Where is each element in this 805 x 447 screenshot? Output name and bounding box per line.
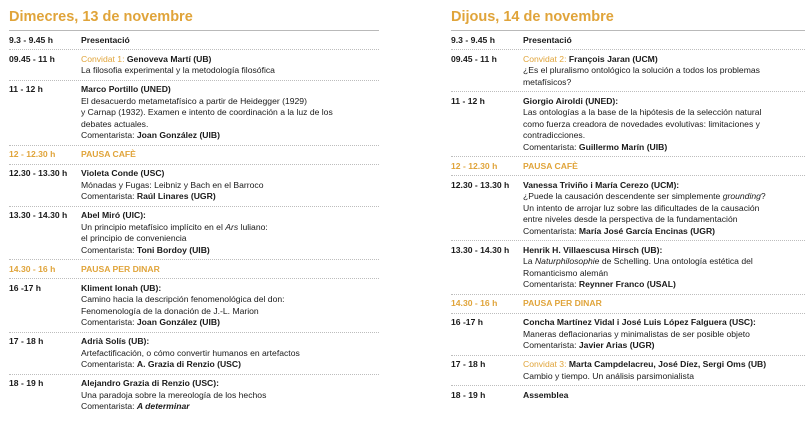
session-time: 11 - 12 h <box>451 95 485 106</box>
commentator-line <box>523 340 805 352</box>
talk-title-line: Mónadas y Fugas: Leibniz y Bach en el Barroco <box>81 179 264 190</box>
commentator-label: Comentarista: <box>81 244 135 255</box>
speaker-name: Kliment Ionah (UB): <box>81 282 162 293</box>
session-content <box>81 283 379 329</box>
commentator-line <box>523 226 805 238</box>
session-content <box>81 210 379 256</box>
commentator-name: Reynner Franco (USAL) <box>578 279 676 289</box>
session-heading <box>81 264 379 276</box>
commentator-label: Comentarista: <box>523 279 577 289</box>
talk-title-line: Un intento de arrojar luz sobre las dificultades de la causación <box>523 202 760 213</box>
commentator-line <box>523 142 805 154</box>
talk-title-line: y Carnap (1932). Examen e intento de coordinación a la luz de los <box>81 107 333 117</box>
talk-title-line: ¿Es el pluralismo ontológico la solución a todos los problemas <box>523 65 760 75</box>
session-time: 09.45 - 11 h <box>451 53 497 64</box>
schedule-row <box>9 333 379 375</box>
day-column-wednesday <box>9 0 379 416</box>
session-time: 16 -17 h <box>451 317 484 327</box>
speaker-name: François Jaran (UCM) <box>568 53 658 64</box>
pause-label: PAUSA CAFÈ <box>81 149 136 159</box>
guest-tag: Convidat 2: <box>523 53 567 64</box>
pause-row <box>9 260 379 279</box>
session-time: 14.30 - 16 h <box>451 298 498 308</box>
schedule-row <box>451 176 805 241</box>
commentator-line <box>81 245 379 257</box>
talk-title-line <box>81 222 379 234</box>
session-time: 13.30 - 14.30 h <box>451 244 510 255</box>
talk-title-line: Una paradoja sobre la mereología de los hechos <box>81 389 267 400</box>
session-time: 16 -17 h <box>9 282 42 293</box>
talk-title-line: La filosofia experimental y la metodología filosófica <box>81 65 275 75</box>
schedule-row <box>9 50 379 81</box>
speaker-name: Henrik H. Villaescusa Hirsch (UB): <box>523 244 663 255</box>
session-heading <box>523 35 805 47</box>
talk-title-line: metafísicos? <box>523 76 572 87</box>
session-heading <box>523 54 805 66</box>
commentator-label: Comentarista: <box>81 359 135 369</box>
commentator-name: Toni Bordoy (UIB) <box>136 244 210 255</box>
session-time: 12 - 12.30 h <box>9 149 56 159</box>
schedule-row <box>451 50 805 92</box>
session-time: 18 - 19 h <box>9 378 44 388</box>
commentator-label: Comentarista: <box>81 401 135 411</box>
session-time: 9.3 - 9.45 h <box>451 34 495 45</box>
session-content <box>523 35 805 47</box>
talk-title-line: entre niveles desde la perspectiva de la fundamentación <box>523 214 738 224</box>
session-heading <box>523 245 805 257</box>
commentator-line <box>81 401 379 413</box>
session-time: 17 - 18 h <box>9 336 44 346</box>
session-content <box>81 54 379 77</box>
session-time: 12 - 12.30 h <box>451 160 498 171</box>
session-content <box>81 264 379 276</box>
italic-term: Naturphilosophie <box>534 256 600 266</box>
speaker-name: Vanessa Triviño i María Cerezo (UCM): <box>523 179 680 190</box>
session-content <box>523 317 805 352</box>
session-heading <box>523 317 805 329</box>
speaker-name: Marta Campdelacreu, José Díez, Sergi Oms (UB) <box>568 359 767 369</box>
pause-row <box>451 295 805 314</box>
session-time: 12.30 - 13.30 h <box>451 179 510 190</box>
commentator-name: A determinar <box>136 401 190 411</box>
session-content <box>523 54 805 89</box>
talk-title-line: Artefactificación, o cómo convertir humanos en artefactos <box>81 347 300 358</box>
session-time: 14.30 - 16 h <box>9 263 56 274</box>
talk-title-line: Maneras deflacionarias y minimalistas de ser posible objeto <box>523 328 750 339</box>
session-time: 13.30 - 14.30 h <box>9 210 68 220</box>
guest-tag: Convidat 3: <box>523 359 567 369</box>
text-part: La <box>523 256 535 266</box>
commentator-line <box>81 317 379 329</box>
session-content <box>81 336 379 371</box>
speaker-name: Giorgio Airoldi (UNED): <box>523 95 619 106</box>
session-content <box>523 390 805 402</box>
commentator-name: Javier Arias (UGR) <box>578 340 655 350</box>
talk-title-line: como fuerza creadora de novedades evolutivas: limitaciones y <box>523 118 760 129</box>
session-heading <box>81 283 379 295</box>
talk-title-line: Las ontologías a la base de la hipótesis de la selección natural <box>523 107 762 117</box>
session-time: 11 - 12 h <box>9 84 43 94</box>
session-heading <box>523 359 805 371</box>
pause-label: PAUSA PER DINAR <box>81 263 160 274</box>
session-content <box>81 149 379 161</box>
speaker-name: Presentació <box>81 34 130 45</box>
talk-title-line: Fenomenología de la donación de J.-L. Marion <box>81 305 259 316</box>
session-time: 17 - 18 h <box>451 359 486 369</box>
schedule-row <box>9 207 379 261</box>
schedule-row <box>9 375 379 416</box>
talk-title-line: contradicciones. <box>523 130 586 140</box>
session-time: 09.45 - 11 h <box>9 53 55 64</box>
commentator-label: Comentarista: <box>523 340 577 350</box>
talk-title-line: Cambio y tiempo. Un análisis parsimonialista <box>523 370 694 381</box>
session-heading <box>81 35 379 47</box>
speaker-name: Genoveva Martí (UB) <box>126 53 212 64</box>
session-heading <box>523 161 805 173</box>
commentator-label: Comentarista: <box>81 191 135 201</box>
commentator-line <box>81 359 379 371</box>
italic-term: grounding <box>722 191 761 201</box>
session-content <box>81 168 379 203</box>
commentator-name: Raúl Linares (UGR) <box>136 191 216 201</box>
session-heading <box>81 84 379 96</box>
talk-title-line: debates actuales. <box>81 118 149 129</box>
session-content <box>523 96 805 154</box>
talk-title-line: El desacuerdo metametafísico a partir de Heidegger (1929) <box>81 95 307 106</box>
commentator-line <box>81 191 379 203</box>
schedule-row <box>451 386 805 404</box>
session-heading <box>523 390 805 402</box>
pause-row <box>451 157 805 176</box>
guest-tag: Convidat 1: <box>81 53 125 64</box>
schedule-list <box>9 31 379 416</box>
talk-title-line: el principio de conveniencia <box>81 233 187 243</box>
commentator-line <box>523 279 805 291</box>
schedule-row <box>451 92 805 157</box>
italic-term: Ars <box>225 221 239 232</box>
pause-row <box>9 146 379 165</box>
speaker-name: Presentació <box>523 34 572 45</box>
commentator-label: Comentarista: <box>81 317 135 327</box>
speaker-name: Marco Portillo (UNED) <box>81 84 171 94</box>
session-time: 18 - 19 h <box>451 389 486 400</box>
session-heading <box>81 210 379 222</box>
session-time: 9.3 - 9.45 h <box>9 34 53 45</box>
commentator-name: María José García Encinas (UGR) <box>578 225 716 236</box>
session-content <box>523 298 805 310</box>
talk-title-line <box>523 191 805 203</box>
session-content <box>523 359 805 382</box>
talk-title-line: Camino hacia la descripción fenomenológica del don: <box>81 294 285 304</box>
day-title: Dimecres, 13 de novembre <box>9 9 193 25</box>
schedule-row <box>451 31 805 50</box>
session-content <box>81 84 379 142</box>
pause-label: PAUSA CAFÈ <box>523 160 578 171</box>
session-heading <box>523 96 805 108</box>
schedule-row <box>451 241 805 295</box>
schedule-row <box>9 279 379 333</box>
text-part: ? <box>760 191 766 201</box>
day-column-thursday <box>451 0 805 404</box>
text-part: ¿Puede la causación descendente ser simplemente <box>523 191 723 201</box>
speaker-name: Violeta Conde (USC) <box>81 168 165 178</box>
speaker-name: Adrià Solís (UB): <box>81 336 150 346</box>
commentator-label: Comentarista: <box>523 225 577 236</box>
text-part: Un principio metafísico implícito en el <box>81 221 226 232</box>
session-heading <box>523 180 805 192</box>
schedule-row <box>9 165 379 207</box>
session-heading <box>81 54 379 66</box>
schedule-row <box>9 81 379 146</box>
session-heading <box>81 149 379 161</box>
schedule-list <box>451 31 805 404</box>
commentator-label: Comentarista: <box>523 141 577 152</box>
day-title: Dijous, 14 de novembre <box>451 9 614 25</box>
session-content <box>81 378 379 413</box>
session-content <box>523 245 805 291</box>
schedule-row <box>451 314 805 356</box>
speaker-name: Assemblea <box>523 389 569 400</box>
session-heading <box>81 336 379 348</box>
commentator-name: Joan González (UIB) <box>136 317 220 327</box>
talk-title-line <box>523 256 805 268</box>
commentator-name: A. Grazia di Renzio (USC) <box>136 359 241 369</box>
pause-label: PAUSA PER DINAR <box>523 298 602 308</box>
text-part: luliano: <box>238 221 268 232</box>
speaker-name: Abel Miró (UIC): <box>81 210 146 220</box>
session-heading <box>523 298 805 310</box>
commentator-name: Joan González (UIB) <box>136 130 220 140</box>
talk-title-line: Romanticismo alemán <box>523 267 609 278</box>
session-time: 12.30 - 13.30 h <box>9 168 68 178</box>
schedule-row <box>9 31 379 50</box>
session-content <box>523 180 805 238</box>
schedule-row <box>451 356 805 387</box>
commentator-line <box>81 130 379 142</box>
commentator-name: Guillermo Marín (UIB) <box>578 141 668 152</box>
session-content <box>81 35 379 47</box>
text-part: de Schelling. Una ontología estética del <box>599 256 753 266</box>
session-heading <box>81 168 379 180</box>
speaker-name: Alejandro Grazia di Renzio (USC): <box>81 378 219 388</box>
commentator-label: Comentarista: <box>81 130 135 140</box>
session-content <box>523 161 805 173</box>
session-heading <box>81 378 379 390</box>
speaker-name: Concha Martínez Vidal i José Luis López Falguera (USC): <box>523 317 756 327</box>
